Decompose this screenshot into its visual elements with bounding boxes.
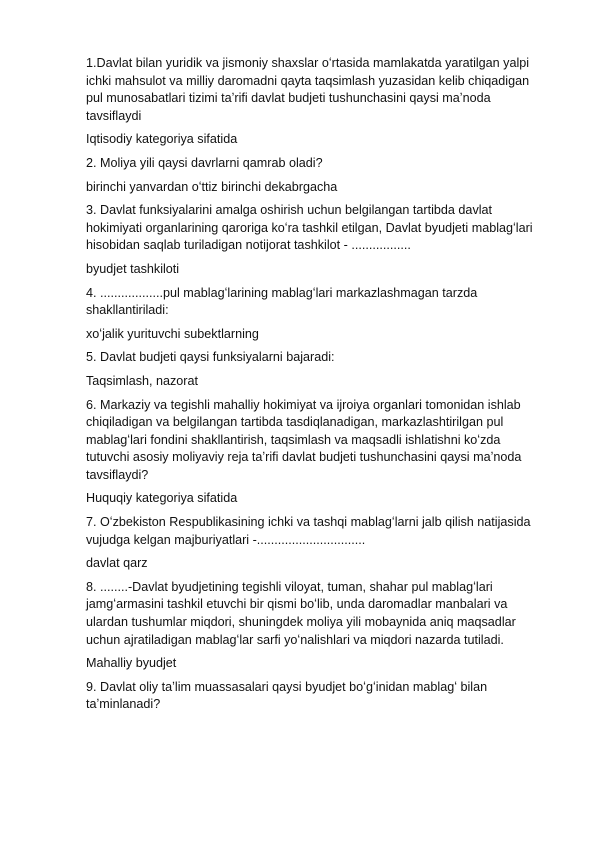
question-text: 8. ........-Davlat byudjetining tegishli viloyat, tuman, shahar pul mablagʻlari jamgʻarmasini tashkil etuvchi bir qismi boʻlib, unda daromadlar manbalari va ulardan tushumlar miqdori, shuningdek moliya yili mobaynida aniq maqsadlar uchun ajratiladigan mablagʻlar sarfi yoʻnalishlari va miqdori nazarda tutiladi. bbox=[86, 579, 516, 647]
question-item-6 bbox=[86, 397, 536, 509]
question-item-8 bbox=[86, 579, 536, 673]
answer-text: Taqsimlash, nazorat bbox=[86, 373, 198, 388]
answer-text: Huquqiy kategoriya sifatida bbox=[86, 491, 238, 506]
question-item-2 bbox=[86, 155, 536, 196]
question-item-1 bbox=[86, 55, 536, 149]
question-text: 4. ..................pul mablagʻlarining mablagʻlari markazlashmagan tarzda shakllantiriladi: bbox=[86, 285, 478, 318]
question-item-9 bbox=[86, 679, 536, 714]
question-item-3 bbox=[86, 202, 536, 278]
question-text: 3. Davlat funksiyalarini amalga oshirish uchun belgilangan tartibda davlat hokimiyati organlarining qaroriga koʻra tashkil etilgan, Davlat byudjeti mablagʻlari hisobidan saqlab turiladigan notijorat tashkilot - ................. bbox=[86, 203, 533, 253]
question-text: 5. Davlat budjeti qaysi funksiyalarni bajaradi: bbox=[86, 350, 335, 365]
question-item-7 bbox=[86, 514, 536, 573]
answer-text: Iqtisodiy kategoriya sifatida bbox=[86, 132, 238, 147]
question-text: 1.Davlat bilan yuridik va jismoniy shaxslar oʻrtasida mamlakatda yaratilgan yalpi ichki mahsulot va milliy daromadni qayta taqsimlash yuzasidan kelib chiqadigan pul munosabatlari tizimi taʼrifi davlat budjeti tushunchasini qaysi maʼnoda tavsiflaydi bbox=[86, 56, 530, 123]
answer-text: Mahalliy byudjet bbox=[86, 656, 177, 671]
question-text: 6. Markaziy va tegishli mahalliy hokimiyat va ijroiya organlari tomonidan ishlab chiqiladigan va belgilangan tartibda tasdiqlanadigan, markazlashtirilgan pul mablagʻlari fondini shakllantirish, taqsimlash va maqsadli ishlatishni koʻzda tutuvchi asosiy moliyaviy reja taʼrifi davlat budjeti tushunchasini qaysi maʼnoda tavsiflaydi? bbox=[86, 397, 522, 482]
question-text: 2. Moliya yili qaysi davrlarni qamrab oladi? bbox=[86, 155, 323, 170]
question-text: 7. Oʻzbekiston Respublikasining ichki va tashqi mablagʻlarni jalb qilish natijasida vujudga kelgan majburiyatlari -............................... bbox=[86, 515, 531, 547]
question-item-5 bbox=[86, 349, 536, 390]
question-item-4 bbox=[86, 285, 536, 344]
answer-text: davlat qarz bbox=[86, 556, 148, 571]
answer-text: xoʻjalik yurituvchi subektlarning bbox=[86, 326, 259, 341]
question-text: 9. Davlat oliy taʼlim muassasalari qaysi byudjet boʻgʻinidan mablagʻ bilan taʼminlanadi? bbox=[86, 679, 488, 712]
answer-text: byudjet tashkiloti bbox=[86, 261, 180, 276]
answer-text: birinchi yanvardan oʻttiz birinchi dekabrgacha bbox=[86, 179, 338, 194]
